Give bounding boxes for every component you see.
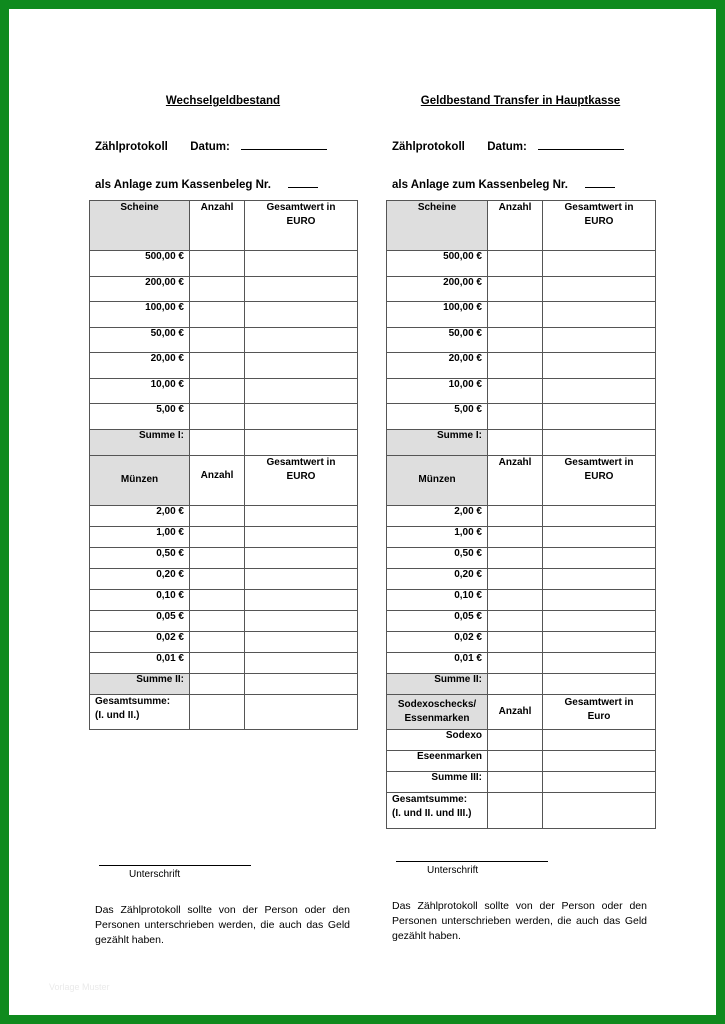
left-anzahl-cell[interactable] bbox=[190, 378, 245, 404]
right-muenze-label: 0,05 € bbox=[387, 610, 488, 631]
left-wert-cell[interactable] bbox=[245, 589, 358, 610]
left-schein-label: 20,00 € bbox=[90, 353, 190, 379]
right-muenze-label: 0,20 € bbox=[387, 568, 488, 589]
right-wert-cell[interactable] bbox=[543, 327, 656, 353]
left-summe1-anzahl[interactable] bbox=[190, 429, 245, 455]
left-anzahl-cell[interactable] bbox=[190, 631, 245, 652]
left-wert-cell[interactable] bbox=[245, 251, 358, 277]
left-schein-label: 200,00 € bbox=[90, 276, 190, 302]
right-wert-cell[interactable] bbox=[543, 547, 656, 568]
left-wert-cell[interactable] bbox=[245, 568, 358, 589]
left-wert-cell[interactable] bbox=[245, 327, 358, 353]
right-table bbox=[386, 200, 656, 829]
left-schein-label: 50,00 € bbox=[90, 327, 190, 353]
right-signature-line[interactable] bbox=[396, 861, 548, 862]
right-protokoll-line bbox=[392, 139, 624, 153]
left-muenze-label: 2,00 € bbox=[90, 505, 190, 526]
watermark: Vorlage Muster bbox=[49, 982, 110, 992]
left-gesamtsumme-anzahl[interactable] bbox=[190, 694, 245, 729]
left-anzahl-cell[interactable] bbox=[190, 327, 245, 353]
left-wert-cell[interactable] bbox=[245, 631, 358, 652]
right-wert-cell[interactable] bbox=[543, 568, 656, 589]
left-anlage-line bbox=[95, 177, 318, 191]
left-anzahl-cell[interactable] bbox=[190, 652, 245, 673]
right-summe1-label: Summe I: bbox=[387, 429, 488, 455]
left-anzahl-cell[interactable] bbox=[190, 505, 245, 526]
left-muenze-label: 0,05 € bbox=[90, 610, 190, 631]
right-summe1-anzahl[interactable] bbox=[488, 429, 543, 455]
right-anzahl-cell[interactable] bbox=[488, 302, 543, 328]
right-datum-label: Datum: bbox=[487, 141, 527, 153]
right-note: Das Zählprotokoll sollte von der Person oder den Personen unterschrieben werden, die auch das Geld gezählt haben. bbox=[392, 900, 647, 942]
left-datum-label: Datum: bbox=[190, 141, 230, 153]
left-table bbox=[89, 200, 358, 730]
left-anzahl-cell[interactable] bbox=[190, 568, 245, 589]
right-signature-label: Unterschrift bbox=[427, 865, 479, 876]
right-anzahl-cell[interactable] bbox=[488, 589, 543, 610]
right-anzahl-cell[interactable] bbox=[488, 251, 543, 277]
right-summe3-wert[interactable] bbox=[543, 771, 656, 792]
left-wert-cell[interactable] bbox=[245, 276, 358, 302]
right-anzahl-cell[interactable] bbox=[488, 327, 543, 353]
right-anzahl-cell[interactable] bbox=[488, 526, 543, 547]
right-wert-cell[interactable] bbox=[543, 251, 656, 277]
left-anzahl-cell[interactable] bbox=[190, 251, 245, 277]
right-schein-label: 200,00 € bbox=[387, 276, 488, 302]
left-wert-cell[interactable] bbox=[245, 378, 358, 404]
left-wert-cell[interactable] bbox=[245, 302, 358, 328]
left-header-anzahl2: Anzahl bbox=[190, 455, 245, 505]
right-anzahl-cell[interactable] bbox=[488, 750, 543, 771]
right-anzahl-cell[interactable] bbox=[488, 610, 543, 631]
right-anzahl-cell[interactable] bbox=[488, 505, 543, 526]
right-anzahl-cell[interactable] bbox=[488, 547, 543, 568]
right-wert-cell[interactable] bbox=[543, 404, 656, 430]
right-summe2-anzahl[interactable] bbox=[488, 673, 543, 694]
right-wert-cell[interactable] bbox=[543, 353, 656, 379]
left-note: Das Zählprotokoll sollte von der Person oder den Personen unterschrieben werden, die auch das Geld gezählt haben. bbox=[95, 904, 350, 946]
left-muenze-label: 0,01 € bbox=[90, 652, 190, 673]
right-header-anzahl3: Anzahl bbox=[488, 694, 543, 729]
right-summe3-label: Summe III: bbox=[387, 771, 488, 792]
right-wert-cell[interactable] bbox=[543, 652, 656, 673]
right-muenze-label: 0,50 € bbox=[387, 547, 488, 568]
right-muenze-label: 0,01 € bbox=[387, 652, 488, 673]
right-anzahl-cell[interactable] bbox=[488, 378, 543, 404]
left-signature-line[interactable] bbox=[99, 865, 251, 866]
left-wert-cell[interactable] bbox=[245, 505, 358, 526]
left-anzahl-cell[interactable] bbox=[190, 302, 245, 328]
left-muenze-label: 0,10 € bbox=[90, 589, 190, 610]
left-summe1-label: Summe I: bbox=[90, 429, 190, 455]
left-title: Wechselgeldbestand bbox=[165, 95, 281, 107]
left-gesamtsumme-label: Gesamtsumme: (I. und II.) bbox=[90, 694, 190, 729]
right-schein-label: 500,00 € bbox=[387, 251, 488, 277]
right-wert-cell[interactable] bbox=[543, 505, 656, 526]
left-anzahl-cell[interactable] bbox=[190, 353, 245, 379]
left-summe2-label: Summe II: bbox=[90, 673, 190, 694]
right-wert-cell[interactable] bbox=[543, 589, 656, 610]
left-anzahl-cell[interactable] bbox=[190, 276, 245, 302]
left-header-anzahl: Anzahl bbox=[190, 201, 245, 251]
left-muenze-label: 0,20 € bbox=[90, 568, 190, 589]
right-beleg-blank[interactable] bbox=[585, 177, 615, 188]
right-header-muenzen: Münzen bbox=[387, 455, 488, 505]
left-gesamtsumme-wert[interactable] bbox=[245, 694, 358, 729]
right-header-anzahl2: Anzahl bbox=[488, 455, 543, 505]
right-wert-cell[interactable] bbox=[543, 610, 656, 631]
left-muenze-label: 1,00 € bbox=[90, 526, 190, 547]
right-schein-label: 10,00 € bbox=[387, 378, 488, 404]
left-muenze-label: 0,02 € bbox=[90, 631, 190, 652]
right-anzahl-cell[interactable] bbox=[488, 353, 543, 379]
right-datum-blank[interactable] bbox=[538, 139, 624, 150]
left-header-muenzen: Münzen bbox=[90, 455, 190, 505]
right-gesamtsumme-wert[interactable] bbox=[543, 792, 656, 828]
right-title: Geldbestand Transfer in Hauptkasse bbox=[420, 95, 621, 107]
left-wert-cell[interactable] bbox=[245, 547, 358, 568]
right-anzahl-cell[interactable] bbox=[488, 276, 543, 302]
right-summe3-anzahl[interactable] bbox=[488, 771, 543, 792]
right-wert-cell[interactable] bbox=[543, 729, 656, 750]
right-anzahl-cell[interactable] bbox=[488, 404, 543, 430]
left-schein-label: 100,00 € bbox=[90, 302, 190, 328]
left-protokoll-label: Zählprotokoll bbox=[95, 141, 168, 153]
right-summe1-wert[interactable] bbox=[543, 429, 656, 455]
right-anzahl-cell[interactable] bbox=[488, 729, 543, 750]
left-datum-blank[interactable] bbox=[241, 139, 327, 150]
left-summe2-anzahl[interactable] bbox=[190, 673, 245, 694]
right-anzahl-cell[interactable] bbox=[488, 652, 543, 673]
right-wert-cell[interactable] bbox=[543, 378, 656, 404]
left-header-gesamt: Gesamtwert in EURO bbox=[245, 201, 358, 251]
right-schein-label: 50,00 € bbox=[387, 327, 488, 353]
right-wert-cell[interactable] bbox=[543, 302, 656, 328]
right-summe2-label: Summe II: bbox=[387, 673, 488, 694]
right-schein-label: 100,00 € bbox=[387, 302, 488, 328]
right-header-sodexo: Sodexoschecks/ Essenmarken bbox=[387, 694, 488, 729]
left-wert-cell[interactable] bbox=[245, 526, 358, 547]
left-protokoll-line bbox=[95, 139, 327, 153]
right-header-gesamt2: Gesamtwert in EURO bbox=[543, 455, 656, 505]
left-summe2-wert[interactable] bbox=[245, 673, 358, 694]
left-signature-label: Unterschrift bbox=[129, 869, 181, 880]
right-muenze-label: 0,02 € bbox=[387, 631, 488, 652]
right-wert-cell[interactable] bbox=[543, 276, 656, 302]
right-header-anzahl: Anzahl bbox=[488, 201, 543, 251]
right-muenze-label: 2,00 € bbox=[387, 505, 488, 526]
left-beleg-blank[interactable] bbox=[288, 177, 318, 188]
left-anzahl-cell[interactable] bbox=[190, 526, 245, 547]
right-sodexo-label: Sodexo bbox=[387, 729, 488, 750]
left-schein-label: 10,00 € bbox=[90, 378, 190, 404]
right-schein-label: 5,00 € bbox=[387, 404, 488, 430]
left-anzahl-cell[interactable] bbox=[190, 589, 245, 610]
right-muenze-label: 0,10 € bbox=[387, 589, 488, 610]
right-wert-cell[interactable] bbox=[543, 750, 656, 771]
right-anzahl-cell[interactable] bbox=[488, 631, 543, 652]
left-anzahl-cell[interactable] bbox=[190, 404, 245, 430]
left-wert-cell[interactable] bbox=[245, 610, 358, 631]
right-anlage-label: als Anlage zum Kassenbeleg Nr. bbox=[392, 179, 568, 191]
right-wert-cell[interactable] bbox=[543, 526, 656, 547]
right-header-gesamt: Gesamtwert in EURO bbox=[543, 201, 656, 251]
left-wert-cell[interactable] bbox=[245, 404, 358, 430]
left-wert-cell[interactable] bbox=[245, 353, 358, 379]
left-summe1-wert[interactable] bbox=[245, 429, 358, 455]
left-anzahl-cell[interactable] bbox=[190, 547, 245, 568]
right-wert-cell[interactable] bbox=[543, 631, 656, 652]
right-anlage-line bbox=[392, 177, 615, 191]
left-schein-label: 5,00 € bbox=[90, 404, 190, 430]
left-schein-label: 500,00 € bbox=[90, 251, 190, 277]
left-wert-cell[interactable] bbox=[245, 652, 358, 673]
right-gesamtsumme-anzahl[interactable] bbox=[488, 792, 543, 828]
left-header-gesamt2: Gesamtwert in EURO bbox=[245, 455, 358, 505]
right-header-scheine: Scheine bbox=[387, 201, 488, 251]
right-schein-label: 20,00 € bbox=[387, 353, 488, 379]
right-essenmarken-label: Eseenmarken bbox=[387, 750, 488, 771]
right-summe2-wert[interactable] bbox=[543, 673, 656, 694]
right-protokoll-label: Zählprotokoll bbox=[392, 141, 465, 153]
left-muenze-label: 0,50 € bbox=[90, 547, 190, 568]
right-muenze-label: 1,00 € bbox=[387, 526, 488, 547]
left-anlage-label: als Anlage zum Kassenbeleg Nr. bbox=[95, 179, 271, 191]
left-header-scheine: Scheine bbox=[90, 201, 190, 251]
right-gesamtsumme-label: Gesamtsumme: (I. und II. und III.) bbox=[387, 792, 488, 828]
left-anzahl-cell[interactable] bbox=[190, 610, 245, 631]
right-anzahl-cell[interactable] bbox=[488, 568, 543, 589]
right-header-gesamt-euro: Gesamtwert in Euro bbox=[543, 694, 656, 729]
